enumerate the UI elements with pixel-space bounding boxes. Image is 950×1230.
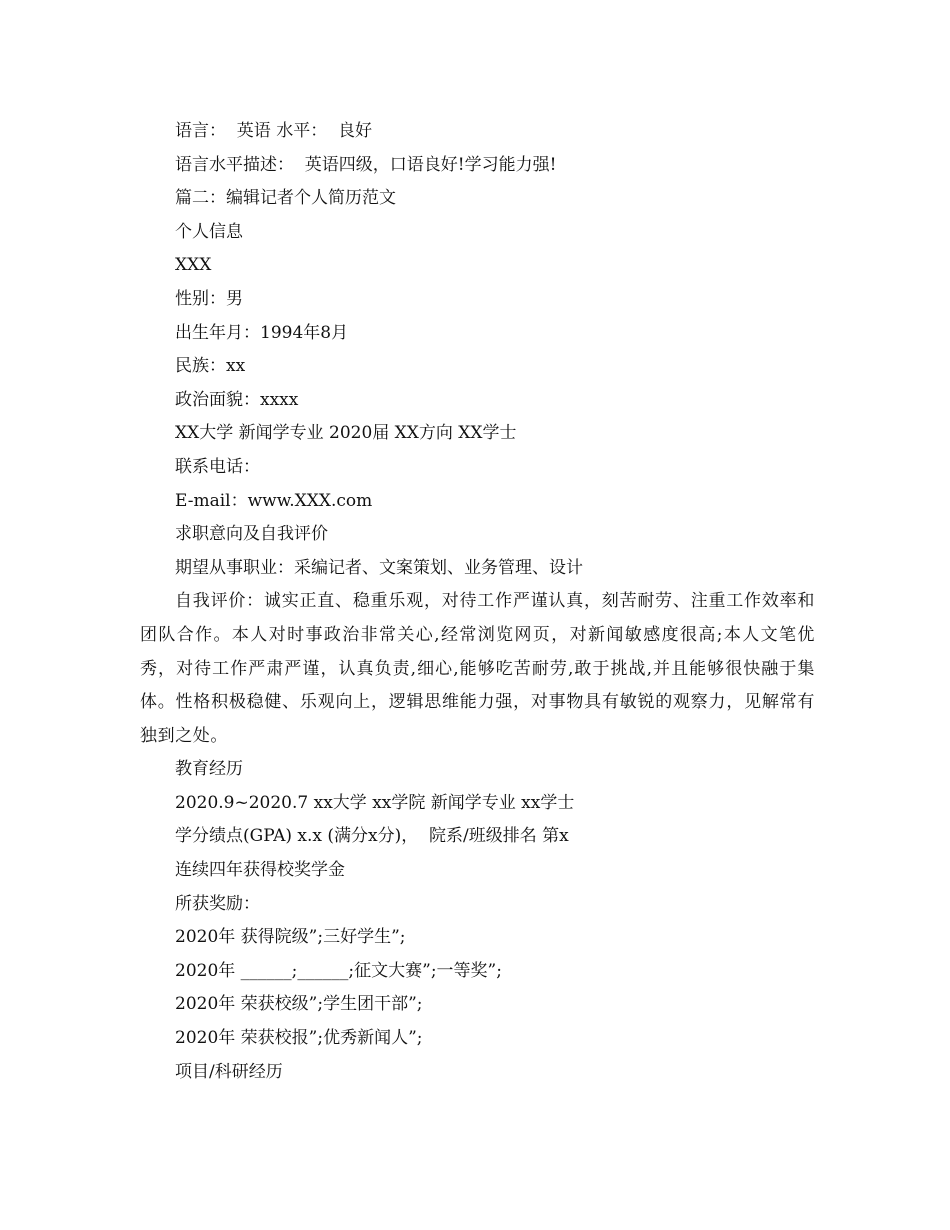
- award-item: 2020年 获得院级”;三好学生”;: [175, 927, 406, 948]
- section-title-part-two: 篇二：编辑记者个人简历范文: [175, 188, 396, 209]
- phone-line: 联系电话：: [175, 456, 260, 477]
- name-line: XXX: [175, 255, 212, 276]
- section-heading-projects: 项目/科研经历: [175, 1061, 283, 1082]
- self-evaluation-paragraph: 自我评价：诚实正直、稳重乐观，对待工作严谨认真，刻苦耐劳、注重工作效率和团队合作。本人对时事政治非常关心,经常浏览网页，对新闻敏感度很高;本人文笔优秀，对待工作严肃严谨，认真负责,细心,能够吃苦耐劳,敢于挑战,并且能够很快融于集体。性格积极稳健、乐观向上，逻辑思维能力强，对事物具有敏锐的观察力，见解常有独到之处。: [140, 591, 815, 746]
- awards-heading: 所获奖励：: [175, 893, 260, 914]
- university-line: XX大学 新闻学专业 2020届 XX方向 XX学士: [175, 423, 517, 444]
- email-line: E-mail：www.XXX.com: [175, 490, 373, 511]
- scholarship-line: 连续四年获得校奖学金: [175, 860, 345, 881]
- language-line: 语言： 英语 水平： 良好: [175, 121, 373, 141]
- gpa-line: 学分绩点(GPA) x.x (满分x分)， 院系/班级排名 第x: [175, 826, 569, 847]
- education-entry: 2020.9~2020.7 xx大学 xx学院 新闻学专业 xx学士: [175, 792, 575, 813]
- desired-position-line: 期望从事职业：采编记者、文案策划、业务管理、设计: [175, 557, 583, 578]
- gender-line: 性别：男: [175, 288, 243, 309]
- section-heading-job-intention: 求职意向及自我评价: [175, 524, 328, 545]
- award-item: 2020年 荣获校级”;学生团干部”;: [175, 994, 423, 1015]
- resume-content: [140, 115, 815, 1089]
- section-heading-education: 教育经历: [175, 759, 243, 780]
- language-description-line: 语言水平描述： 英语四级，口语良好!学习能力强!: [175, 154, 557, 175]
- birth-date-line: 出生年月：1994年8月: [175, 322, 349, 343]
- ethnicity-line: 民族：xx: [175, 356, 246, 377]
- award-item: 2020年 ______;______;征文大赛”;一等奖”;: [175, 960, 502, 981]
- award-item: 2020年 荣获校报”;优秀新闻人”;: [175, 1028, 423, 1049]
- political-status-line: 政治面貌：xxxx: [175, 389, 299, 410]
- section-heading-personal-info: 个人信息: [175, 221, 243, 242]
